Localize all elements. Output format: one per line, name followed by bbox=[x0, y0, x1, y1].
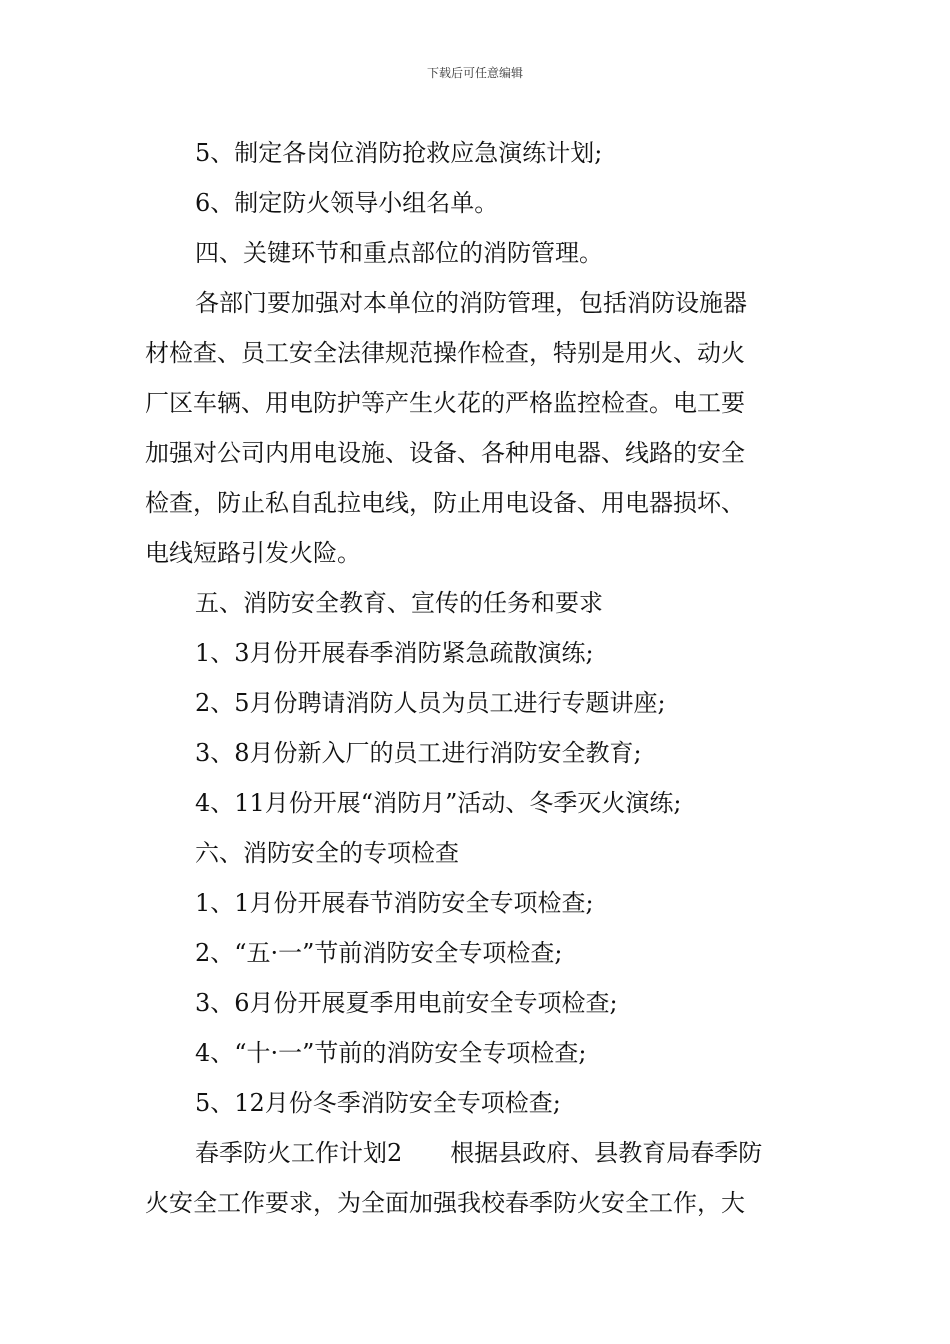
list-item: 2、“五·一”节前消防安全专项检查; bbox=[195, 939, 563, 967]
list-item: 2、5月份聘请消防人员为员工进行专题讲座; bbox=[195, 689, 666, 717]
list-item: 5、12月份冬季消防安全专项检查; bbox=[195, 1089, 561, 1117]
paragraph-line-1: 各部门要加强对本单位的消防管理，包括消防设施器 bbox=[195, 289, 747, 317]
paragraph-line-7: 春季防火工作计划2 根据县政府、县教育局春季防 bbox=[195, 1139, 763, 1167]
text-line-2: 6、制定防火领导小组名单。 bbox=[195, 189, 499, 217]
section-heading-5: 五、消防安全教育、宣传的任务和要求 bbox=[195, 589, 603, 617]
list-item: 3、8月份新入厂的员工进行消防安全教育; bbox=[195, 739, 642, 767]
document-body bbox=[145, 128, 810, 1228]
section-heading-4: 四、关键环节和重点部位的消防管理。 bbox=[195, 239, 603, 267]
paragraph-line-4: 加强对公司内用电设施、设备、各种用电器、线路的安全 bbox=[145, 439, 745, 467]
paragraph-line-3: 厂区车辆、用电防护等产生火花的严格监控检查。电工要 bbox=[145, 389, 745, 417]
list-item: 4、“十·一”节前的消防安全专项检查; bbox=[195, 1039, 587, 1067]
section-heading-6: 六、消防安全的专项检查 bbox=[195, 839, 459, 867]
text-line-1: 5、制定各岗位消防抢救应急演练计划; bbox=[195, 139, 603, 167]
paragraph-line-8: 火安全工作要求，为全面加强我校春季防火安全工作，大 bbox=[145, 1189, 745, 1217]
list-item: 4、11月份开展“消防月”活动、冬季灭火演练; bbox=[195, 789, 682, 817]
list-item: 1、3月份开展春季消防紧急疏散演练; bbox=[195, 639, 594, 667]
page-header: 下载后可任意编辑 bbox=[426, 66, 523, 80]
paragraph-line-6: 电线短路引发火险。 bbox=[145, 539, 361, 567]
paragraph-line-5: 检查，防止私自乱拉电线，防止用电设备、用电器损坏、 bbox=[145, 489, 745, 517]
paragraph-line-2: 材检查、员工安全法律规范操作检查，特别是用火、动火 bbox=[145, 339, 745, 367]
list-item: 3、6月份开展夏季用电前安全专项检查; bbox=[195, 989, 618, 1017]
list-item: 1、1月份开展春节消防安全专项检查; bbox=[195, 889, 594, 917]
